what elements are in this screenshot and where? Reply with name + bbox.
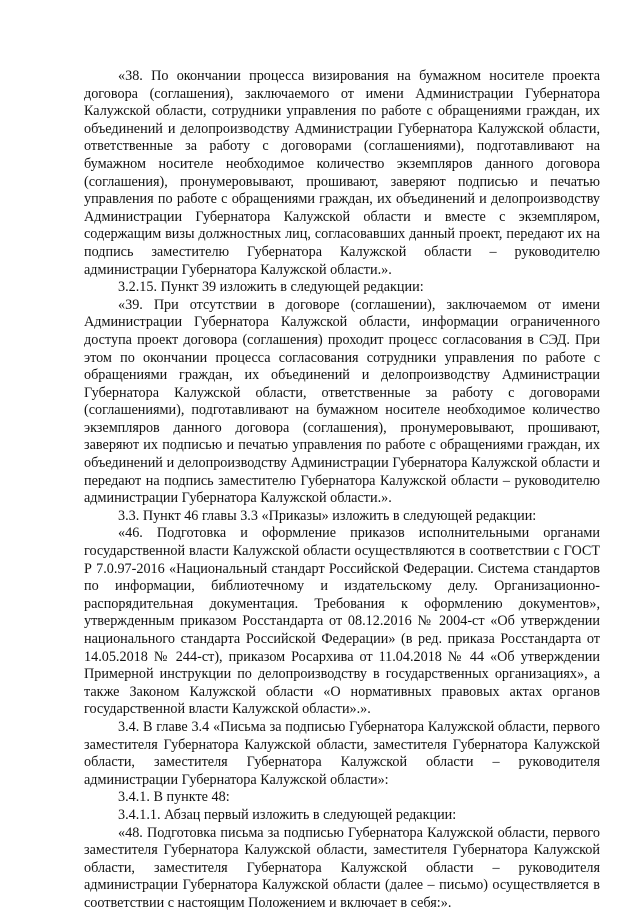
paragraph-38: «38. По окончании процесса визирования на бумажном носителе проекта договора (соглашения), заключаемого от имени Администрации Губернатора Калужской области, сотрудники управления по работе с обращениями граждан, их объединений и делопроизводству Администрации Губернатора Калужской области, ответственные за работу с договорами (соглашениями), подготавливают на бумажном носителе необходимое количество экземпляров данного договора (соглашения), пронумеровывают, прошивают, заверяют подписью и печатью управления по работе с обращениями граждан, их объединений и делопроизводству Администрации Губернатора Калужской области и вместе с экземпляром, содержащим визы должностных лиц, согласовавших данный проект, передают их на подпись заместителю Губернатора Калужской области – руководителю администрации Губернатора Калужской области.». [84, 68, 600, 278]
paragraph-46: «46. Подготовка и оформление приказов исполнительными органами государственной власти Калужской области осуществляются в соответствии с ГОСТ Р 7.0.97-2016 «Национальный стандарт Российской Федерации. Система стандартов по информации, библиотечному и издательскому делу. Организационно-распорядительная документация. Требования к оформлению документов», утвержденным приказом Росстандарта от 08.12.2016 № 2004-ст «Об утверждении национального стандарта Российской Федерации» (в ред. приказа Росстандарта от 14.05.2018 № 244-ст), приказом Росархива от 11.04.2018 № 44 «Об утверждении Примерной инструкции по делопроизводству в государственных организациях», а также Законом Калужской области «О нормативных правовых актах органов государственной власти Калужской области».». [84, 525, 600, 718]
paragraph-3-4-1-1: 3.4.1.1. Абзац первый изложить в следующей редакции: [118, 806, 457, 823]
paragraph-48: «48. Подготовка письма за подписью Губернатора Калужской области, первого заместителя Губернатора Калужской области, заместителя Губернатора Калужской области, заместителя Губернатора Калужской области – руководителя администрации Губернатора Калужской области (далее – письмо) осуществляется в соответствии с настоящим Положением и включает в себя:». [84, 824, 600, 911]
paragraph-3-4-1: 3.4.1. В пункте 48: [118, 789, 230, 806]
document-body [84, 68, 600, 913]
paragraph-3-2-15: 3.2.15. Пункт 39 изложить в следующей редакции: [118, 279, 424, 296]
paragraph-3-3: 3.3. Пункт 46 главы 3.3 «Приказы» изложить в следующей редакции: [118, 507, 537, 524]
paragraph-3-4: 3.4. В главе 3.4 «Письма за подписью Губернатора Калужской области, первого заместителя Губернатора Калужской области, заместителя Губернатора Калужской области, заместителя Губернатора Калужской области – руководителя администрации Губернатора Калужской области»: [84, 718, 600, 788]
paragraph-39: «39. При отсутствии в договоре (соглашении), заключаемом от имени Администрации Губернатора Калужской области, информации ограниченного доступа проект договора (соглашения) проходит процесс согласования в СЭД. При этом по окончании процесса согласования сотрудники управления по работе с обращениями граждан, их объединений и делопроизводству Администрации Губернатора Калужской области, ответственные за работу с договорами (соглашениями), подготавливают на бумажном носителе необходимое количество экземпляров данного договора (соглашения), пронумеровывают, прошивают, заверяют их подписью и печатью управления по работе с обращениями граждан, их объединений и делопроизводству Администрации Губернатора Калужской области и передают на подпись заместителю Губернатора Калужской области – руководителю администрации Губернатора Калужской области.». [84, 296, 600, 507]
